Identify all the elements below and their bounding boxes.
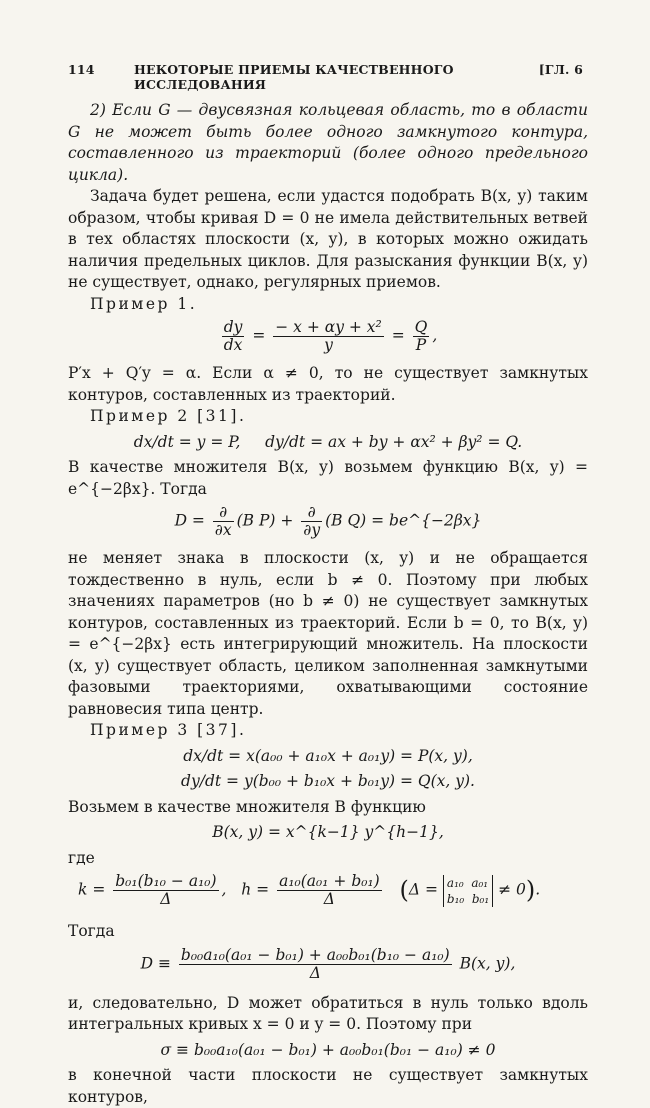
example-3-text-2: и, следовательно, D может обратиться в нуль только вдоль интегральных кривых x = 0 и y = 0. Поэтому при bbox=[68, 993, 588, 1033]
example-3-equation-2: dy/dt = y(b₀₀ + b₁₀x + b₀₁y) = Q(x, y). bbox=[181, 772, 475, 790]
example-3-label: Пример 3 [37]. bbox=[90, 721, 247, 739]
partial-y: $\frac{\partial}{\partial y}$ bbox=[303, 503, 321, 539]
D-expression: D ≡ $\frac{\text{b₀₀a₁₀(a₀₁ − b₀₁) + a₀₀b₀₁(b₁₀ − a₁₀)}}{\Delta}$ B(x, y), bbox=[140, 945, 516, 982]
page-number: 114 bbox=[68, 62, 95, 77]
chapter-label: [ГЛ. 6 bbox=[538, 62, 583, 77]
fraction-h: $\frac{\text{a₁₀(a₀₁ + b₀₁)}}{\Delta}$ bbox=[279, 872, 380, 908]
last-line: в конечной части плоскости не существует замкнутых контуров, bbox=[68, 1066, 588, 1106]
fraction-k: $\frac{\text{b₀₁(b₁₀ − a₁₀)}}{\Delta}$ bbox=[115, 872, 217, 908]
example-1-label: Пример 1. bbox=[90, 294, 198, 313]
running-title: НЕКОТОРЫЕ ПРИЕМЫ КАЧЕСТВЕННОГО ИССЛЕДОВАНИЯ bbox=[134, 62, 454, 92]
fraction-q-p: $\frac{Q}{P}$ bbox=[414, 318, 428, 354]
multiplier-equation: B(x, y) = x^{k−1} y^{h−1}, bbox=[212, 823, 444, 841]
example-2-text-2: не меняет знака в плоскости (x, y) и не обращается тождественно в нуль, если b ≠ 0. Поэтому при любых значениях параметров (но b ≠ 0) не существует замкнутых контуров, составленных из траекторий. Если b = 0, то B(x, y) = e^{−2βx} есть интегрирующий множитель. На плоскости (x, y) существует область, целиком заполненная замкнутыми фазовыми траекториями, охватывающими состояние равновесия типа центр. bbox=[68, 549, 588, 718]
paragraph-statement-2: 2) Если G — двусвязная кольцевая область, то в области G не может быть более одного замкнутого контура, составленного из траекторий (более одного предельного цикла). bbox=[68, 101, 588, 184]
page-body bbox=[68, 100, 588, 1108]
fraction-D: $\frac{\text{b₀₀a₁₀(a₀₁ − b₀₁) + a₀₀b₀₁(b₁₀ − a₁₀)}}{\Delta}$ bbox=[180, 945, 450, 982]
example-1-equation: $\frac{dy}{dx}$ = $\frac{\text{− x + αy + x²}}{y}$ = $\frac{Q}{P}$ , bbox=[223, 318, 438, 354]
example-2-text-1: В качестве множителя B(x, y) возьмем функцию B(x, y) = e^{−2βx}. Тогда bbox=[68, 458, 588, 498]
sigma-equation: σ ≡ b₀₀a₁₀(a₀₁ − b₀₁) + a₀₀b₀₁(b₀₁ − a₁₀) ≠ 0 bbox=[160, 1040, 496, 1059]
example-2-equation: dx/dt = y = P, dy/dt = ax + by + αx² + βy² = Q. bbox=[133, 432, 523, 451]
partial-x: $\frac{\partial}{\partial x}$ bbox=[214, 503, 232, 539]
determinant: a₁₀ a₀₁ b₁₀ b₀₁ bbox=[443, 875, 493, 907]
where-label: где bbox=[68, 848, 95, 867]
then-label: Тогда bbox=[68, 922, 115, 940]
fraction-dy-dx: $\frac{dy}{dx}$ bbox=[223, 318, 243, 354]
example-1-text: P′x + Q′y = α. Если α ≠ 0, то не существует замкнутых контуров, составленных из траекторий. bbox=[68, 364, 588, 404]
example-3-text-1: Возьмем в качестве множителя B функцию bbox=[68, 797, 426, 816]
example-2-label: Пример 2 [31]. bbox=[90, 407, 247, 425]
paragraph-task: Задача будет решена, если удастся подобрать B(x, y) таким образом, чтобы кривая D = 0 не имела действительных ветвей в тех областях плоскости (x, y), в которых можно ожидать наличия предельных циклов. Для разыскания функции B(x, y) не существует, однако, регулярных приемов. bbox=[68, 187, 588, 291]
k-h-definitions: k = $\frac{\text{b₀₁(b₁₀ − a₁₀)}}{\Delta}$ , h = $\frac{\text{a₁₀(a₀₁ + b₀₁)}}{\Delta}$ (Δ = a₁₀ a₀₁ b₁₀ b₀₁ ≠ 0). bbox=[78, 872, 541, 908]
example-3-equation-1: dx/dt = x(a₀₀ + a₁₀x + a₀₁y) = P(x, y), bbox=[183, 746, 473, 765]
fraction-rhs: $\frac{\text{− x + αy + x²}}{y}$ bbox=[275, 318, 382, 354]
divergence-equation: D = $\frac{\partial}{\partial x}$ (B P) + $\frac{\partial}{\partial y}$ (B Q) = be^{−2βx} bbox=[174, 503, 482, 539]
